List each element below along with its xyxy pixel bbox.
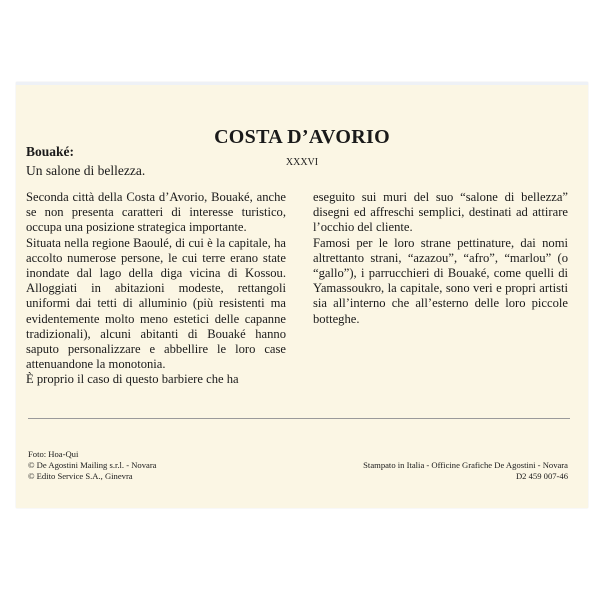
printer-code: D2 459 007-46 bbox=[515, 471, 568, 481]
printer-info bbox=[363, 460, 568, 482]
right-text-column bbox=[313, 190, 568, 327]
credit-line: Foto: Hoa-Qui bbox=[28, 449, 79, 459]
left-text-column bbox=[26, 190, 286, 388]
paragraph: È proprio il caso di questo barbiere che ha bbox=[26, 372, 239, 387]
credit-line: © De Agostini Mailing s.r.l. - Novara bbox=[28, 460, 157, 470]
card-number: XXXVI bbox=[285, 157, 319, 168]
credit-line: © Edito Service S.A., Ginevra bbox=[28, 471, 133, 481]
printer-line: Stampato in Italia - Officine Grafiche De Agostini - Novara bbox=[363, 460, 568, 470]
paragraph: Seconda città della Costa d’Avorio, Bouaké, anche se non presenta caratteri di interesse turistico, occupa una posizione strategica importante. bbox=[26, 190, 286, 235]
card-title: COSTA D’AVORIO bbox=[214, 126, 390, 148]
paragraph: eseguito sui muri del suo “salone di bellezza” disegni ed affreschi semplici, destinati ad attirare l’occhio del cliente. bbox=[313, 190, 568, 235]
photo-credits bbox=[28, 449, 157, 482]
paragraph: Famosi per le loro strane pettinature, dai nomi altrettanto strani, “azazou”, “afro”, “marlou” (o “gallo”), i parrucchieri di Bouaké, come quelli di Yamassoukro, la capitale, sono veri e propri artisti sia all’interno che all’esterno delle loro piccole botteghe. bbox=[313, 235, 568, 326]
subject-name: Bouaké: bbox=[26, 144, 75, 159]
divider-rule bbox=[28, 418, 570, 419]
paragraph: Situata nella regione Baoulé, di cui è la capitale, ha accolto numerose persone, le cui terre erano state inondate dal lago della diga vicina di Kossou. Alloggiati in abitazioni modeste, rettangoli uniformi dai tetti di alluminio (più resistenti ma evidentemente molto meno estetici delle capanne tradizionali), alcuni abitanti di Bouaké hanno saputo personalizzare e abbellire le loro case attenuandone la monotonia. bbox=[26, 235, 286, 372]
subject-subtitle: Un salone di bellezza. bbox=[26, 163, 146, 178]
card-top-edge bbox=[16, 82, 588, 85]
info-card bbox=[16, 82, 588, 508]
